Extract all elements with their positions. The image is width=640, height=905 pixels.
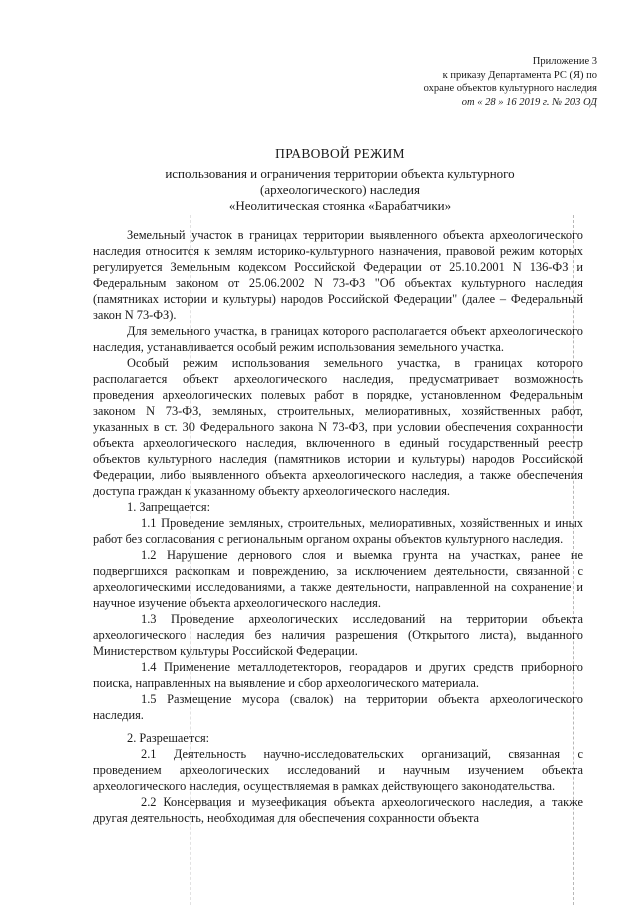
item-2-2: 2.2 Консервация и музеефикация объекта археологического наследия, а также другая деятельность, необходимая для обеспечения сохранности объекта bbox=[93, 795, 583, 825]
title-subtitle-1: использования и ограничения территории объекта культурного bbox=[165, 166, 515, 181]
document-body bbox=[93, 227, 583, 826]
order-reference: к приказу Департамента РС (Я) по bbox=[442, 69, 597, 81]
title-main: ПРАВОВОЙ РЕЖИМ bbox=[275, 146, 405, 161]
order-date-number: от « 28 » 16 2019 г. № 203 ОД bbox=[461, 96, 597, 108]
item-1-4: 1.4 Применение металлодетекторов, георадаров и других средств приборного поиска, направленных на выявление и сбор археологического материала. bbox=[93, 660, 583, 690]
department-name: охране объектов культурного наследия bbox=[423, 83, 597, 94]
title-object-name: «Неолитическая стоянка «Барабатчики» bbox=[228, 198, 452, 213]
section-prohibited-heading: 1. Запрещается: bbox=[127, 500, 211, 514]
paragraph-land-status: Земельный участок в границах территории выявленного объекта археологического наследия относится к землям историко-культурного назначения, правовой режим которых регулируется Земельным кодексом Российской Федерации от 25.10.2001 N 136-ФЗ и Федеральным законом от 25.06.2002 N 73-ФЗ "Об объектах культурного наследия (памятниках истории и культуры) народов Российской Федерации" (далее – Федеральный закон N 73-ФЗ). bbox=[93, 228, 583, 322]
paragraph-special-regime: Для земельного участка, в границах которого располагается объект археологического наследия, устанавливается особый режим использования земельного участка. bbox=[93, 324, 583, 354]
section-permitted-heading: 2. Разрешается: bbox=[127, 731, 210, 745]
item-1-3: 1.3 Проведение археологических исследований на территории объекта археологического наследия без наличия разрешения (Открытого листа), выданного Министерством культуры Российской Федерации. bbox=[93, 612, 583, 658]
document-title bbox=[80, 146, 600, 214]
appendix-number: Приложение 3 bbox=[532, 56, 597, 67]
item-1-5: 1.5 Размещение мусора (свалок) на территории объекта археологического наследия. bbox=[93, 692, 583, 722]
item-1-1: 1.1 Проведение земляных, строительных, мелиоративных, хозяйственных и иных работ без согласования с региональным органом охраны объектов культурного наследия. bbox=[93, 516, 583, 546]
item-2-1: 2.1 Деятельность научно-исследовательских организаций, связанная с проведением археологических исследований и научным изучением объекта археологического наследия, осуществляемая в рамках действующего законодательства. bbox=[93, 747, 583, 793]
paragraph-regime-details: Особый режим использования земельного участка, в границах которого располагается объект археологического наследия, предусматривает возможность проведения археологических полевых работ в порядке, установленном Федеральным законом N 73-ФЗ, земляных, строительных, мелиоративных, хозяйственных работ, указанных в ст. 30 Федерального закона N 73-ФЗ, при условии обеспечения сохранности объекта археологического наследия, включенного в единый государственный реестр объектов культурного наследия (памятников истории и культуры) народов Российской Федерации, либо выявленного объекта археологического наследия, а также обеспечения доступа граждан к указанному объекту археологического наследия. bbox=[93, 356, 583, 498]
item-1-2: 1.2 Нарушение дернового слоя и выемка грунта на участках, ранее не подвергшихся раскопкам и повреждению, за исключением деятельности, связанной с археологическими исследованиями, а также деятельности, направленной на сохранение и научное изучение объекта археологического наследия. bbox=[93, 548, 583, 610]
appendix-header bbox=[337, 55, 597, 109]
title-subtitle-2: (археологического) наследия bbox=[260, 182, 420, 197]
